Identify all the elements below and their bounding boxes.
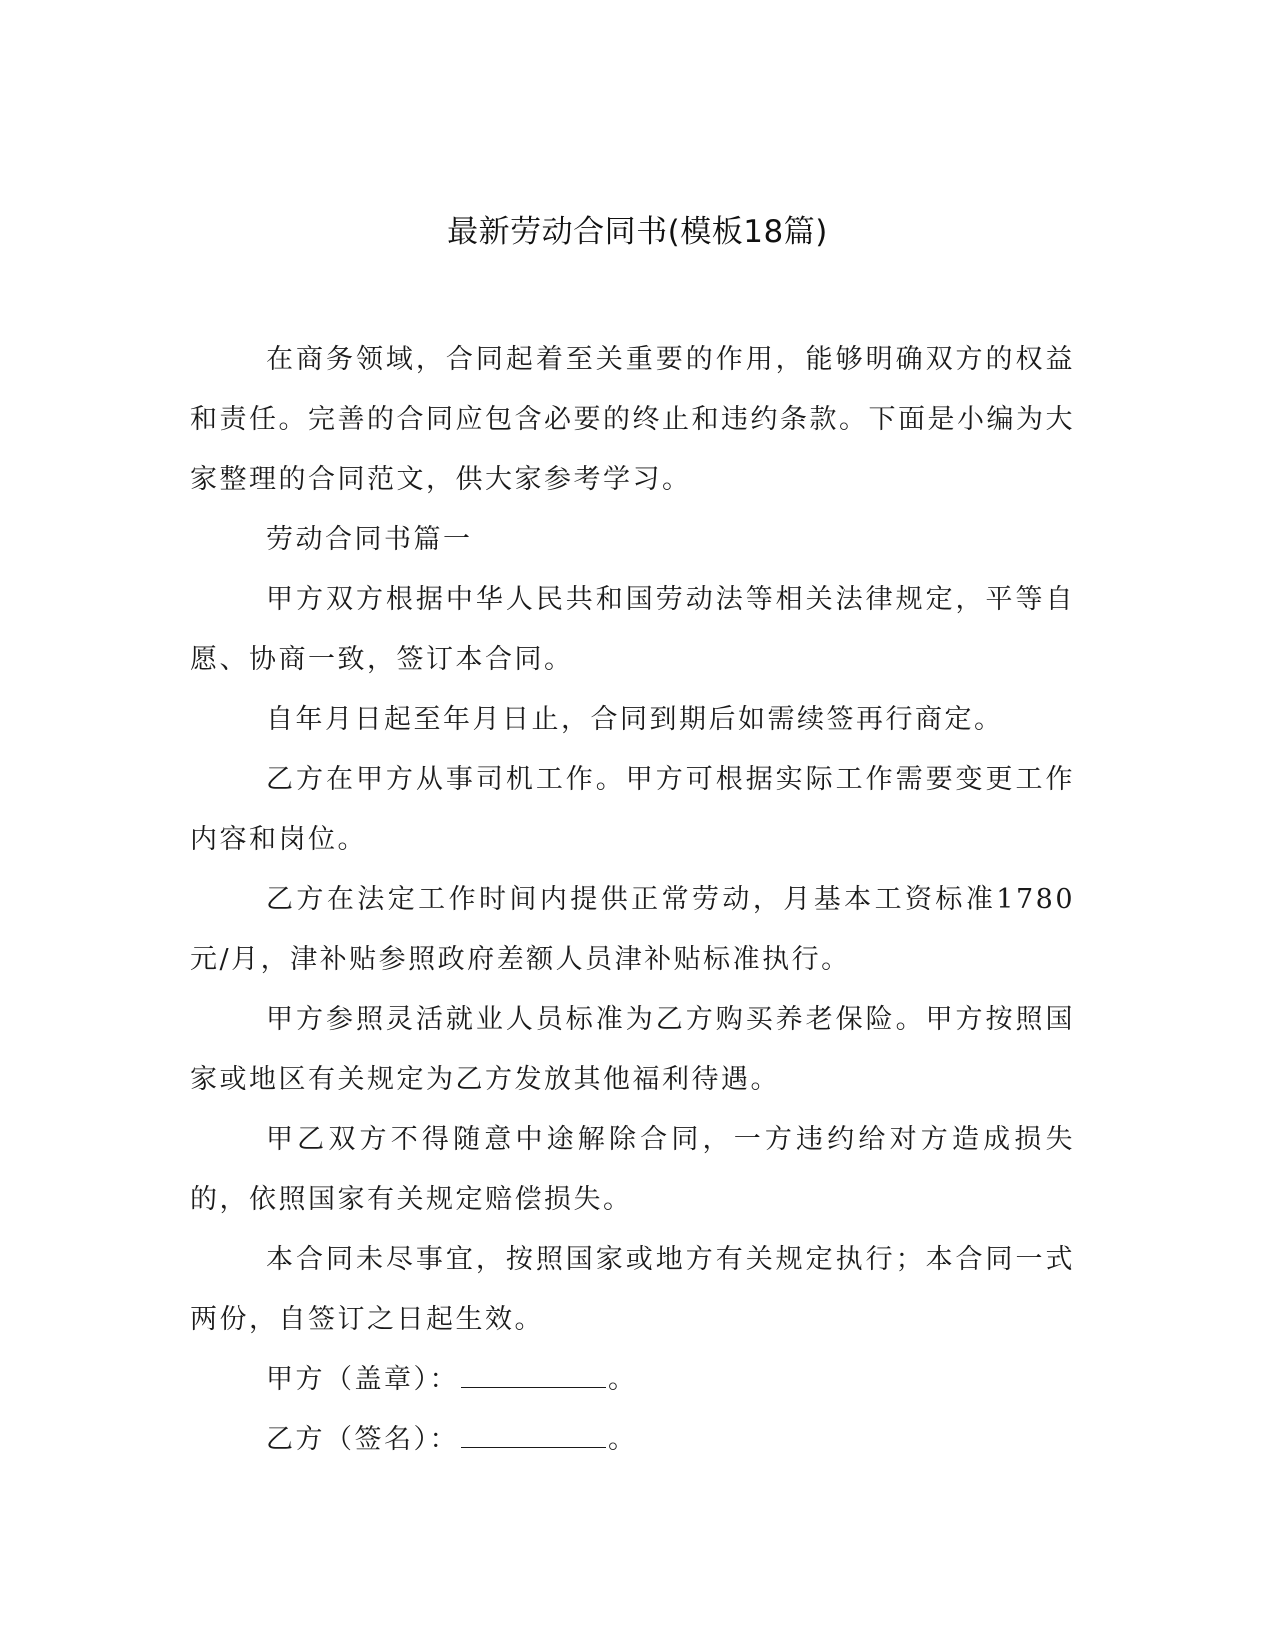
signature-a-label: 甲方（盖章）： (266, 1364, 459, 1395)
intro-paragraph: 在商务领域，合同起着至关重要的作用，能够明确双方的权益和责任。完善的合同应包含必要的终止和违约条款。下面是小编为大家整理的合同范文，供大家参考学习。 (190, 344, 1075, 495)
signature-line-party-a (190, 1350, 1075, 1410)
document-title: 最新劳动合同书(模板18篇) (447, 214, 828, 250)
clause-paragraph: 自年月日起至年月日止，合同到期后如需续签再行商定。 (266, 704, 1004, 735)
signature-b-label: 乙方（签名）： (266, 1424, 459, 1455)
clause-paragraph: 甲方双方根据中华人民共和国劳动法等相关法律规定，平等自愿、协商一致，签订本合同。 (190, 584, 1075, 675)
section-heading: 劳动合同书篇一 (266, 524, 473, 555)
document-body (190, 330, 1075, 1470)
signature-line-party-b (190, 1410, 1075, 1470)
clause-paragraph: 乙方在甲方从事司机工作。甲方可根据实际工作需要变更工作内容和岗位。 (190, 764, 1075, 855)
signature-a-blank (461, 1359, 606, 1388)
clause-paragraph: 乙方在法定工作时间内提供正常劳动，月基本工资标准1780元/月，津补贴参照政府差额人员津补贴标准执行。 (190, 884, 1075, 975)
signature-b-blank (461, 1419, 606, 1448)
clause-paragraph: 甲方参照灵活就业人员标准为乙方购买养老保险。甲方按照国家或地区有关规定为乙方发放其他福利待遇。 (190, 1004, 1075, 1095)
signature-a-end: 。 (608, 1364, 638, 1395)
clause-paragraph: 本合同未尽事宜，按照国家或地方有关规定执行；本合同一式两份，自签订之日起生效。 (190, 1244, 1075, 1335)
clause-paragraph: 甲乙双方不得随意中途解除合同，一方违约给对方造成损失的，依照国家有关规定赔偿损失。 (190, 1124, 1075, 1215)
signature-b-end: 。 (608, 1424, 638, 1455)
